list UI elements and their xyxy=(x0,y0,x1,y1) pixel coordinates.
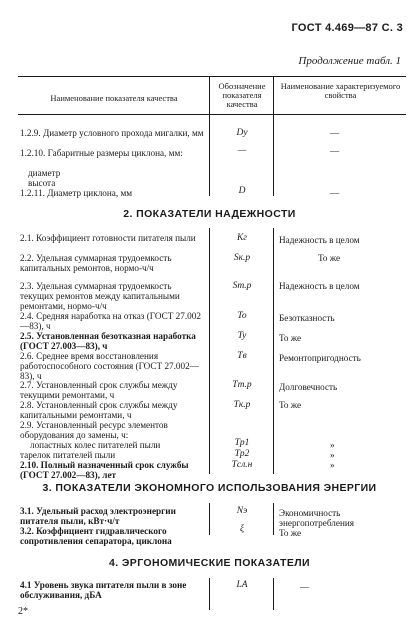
table-continuation-label: Продолжение табл. 1 xyxy=(298,55,401,67)
column-header-symbol: Обозначение показателя качества xyxy=(218,81,266,109)
col-divider-1 xyxy=(209,503,210,535)
head-divider-1 xyxy=(209,76,210,114)
indicator-name-text: 3.2. Коэффициент гидравлического сопротивления сепаратора, циклона xyxy=(20,526,172,547)
indicator-symbol: — xyxy=(237,146,247,156)
indicator-name xyxy=(20,580,204,600)
indicator-property: Безотказность xyxy=(279,313,335,323)
indicator-symbol: Sт.р xyxy=(232,281,252,291)
indicator-name xyxy=(20,460,204,480)
col-divider-2 xyxy=(273,228,274,444)
indicator-symbol: Tк.р xyxy=(233,400,251,410)
indicator-symbol: Ty xyxy=(237,331,247,341)
indicator-name: 2.2. Удельная суммарная трудоемкость капитальных ремонтов, нормо-ч/ч xyxy=(20,253,172,274)
col-divider-1 xyxy=(209,578,210,610)
table-head-rule xyxy=(18,114,406,115)
col-divider-2 xyxy=(273,444,274,474)
indicator-property: Надежность в целом xyxy=(279,281,360,291)
indicator-name: лопастных колес питателей пыли xyxy=(30,440,161,450)
indicator-name: 2.6. Среднее время восстановления работоспособного состояния (ГОСТ 27.002—83), ч xyxy=(20,351,199,382)
indicator-property: То же xyxy=(279,333,302,343)
indicator-name: высота xyxy=(28,178,56,188)
indicator-name: 2.1. Коэффициент готовности питателя пыли xyxy=(20,233,196,243)
indicator-symbol: Kг xyxy=(236,233,248,243)
indicator-symbol: Nэ xyxy=(236,506,248,516)
indicator-name: 1.2.11. Диаметр циклона, мм xyxy=(20,188,133,198)
col-divider-1 xyxy=(209,228,210,444)
indicator-property: Долговечность xyxy=(279,382,338,392)
column-header-property: Наименование характеризуемого свойства xyxy=(280,81,401,100)
indicator-name: 1.2.9. Диаметр условного прохода мигалки, мм xyxy=(20,128,204,138)
section-title-reliability: 2. ПОКАЗАТЕЛИ НАДЕЖНОСТИ xyxy=(123,208,296,220)
table-top-rule xyxy=(18,76,406,77)
indicator-name: 2.3. Удельная суммарная трудоемкость текущих ремонтов между капитальными ремонтами, нормо-ч/ч xyxy=(20,281,180,312)
section-title-energy: 3. ПОКАЗАТЕЛИ ЭКОНОМНОГО ИСПОЛЬЗОВАНИЯ ЭНЕРГИИ xyxy=(42,482,377,494)
indicator-name-text: 4.1 Уровень звука питателя пыли в зоне обслуживания, дБА xyxy=(20,580,187,601)
indicator-name: 2.8. Установленный срок службы между капитальными ремонтами, ч xyxy=(20,400,178,421)
indicator-name xyxy=(20,506,204,526)
indicator-symbol: Dу xyxy=(236,128,248,138)
indicator-name-text: 2.5. Установленная безотказная наработка (ГОСТ 27.003—83), ч xyxy=(20,331,196,352)
indicator-name xyxy=(20,331,204,351)
document-reference: ГОСТ 4.469—87 С. 3 xyxy=(291,22,403,34)
indicator-property: — xyxy=(330,146,340,156)
indicator-name: диаметр xyxy=(28,168,61,178)
indicator-property: То же xyxy=(318,253,341,263)
col-divider-2 xyxy=(273,114,274,196)
indicator-name-text: 3.1. Удельный расход электроэнергии питателя пыли, кВт·ч/т xyxy=(20,506,176,527)
indicator-name: 2.7. Установленный срок службы между текущими ремонтами, ч xyxy=(20,380,178,401)
indicator-name: тарелок питателей пыли xyxy=(20,450,116,460)
indicator-property: » xyxy=(330,450,335,460)
col-divider-1 xyxy=(209,444,210,474)
indicator-property: — xyxy=(330,188,340,198)
indicator-name xyxy=(20,526,204,546)
indicator-name: 2.4. Средняя наработка на отказ (ГОСТ 27.002—83), ч xyxy=(20,311,201,332)
indicator-symbol: Tр2 xyxy=(234,449,250,459)
column-header-indicator: Наименование показателя качества xyxy=(50,93,178,103)
indicator-symbol: Tв xyxy=(237,351,247,361)
indicator-symbol: LA xyxy=(236,580,248,590)
indicator-name-text: 2.10. Полный назначенный срок службы (ГОСТ 27.002—83), лет xyxy=(20,460,189,481)
indicator-property: » xyxy=(330,460,335,470)
indicator-property: — xyxy=(330,128,340,138)
col-divider-2 xyxy=(273,578,274,610)
indicator-symbol: ξ xyxy=(239,524,245,534)
indicator-symbol: Sк.р xyxy=(233,253,251,263)
section-title-ergonomics: 4. ЭРГОНОМИЧЕСКИЕ ПОКАЗАТЕЛИ xyxy=(109,557,310,569)
indicator-property: — xyxy=(300,582,310,592)
indicator-symbol: Tр1 xyxy=(234,438,250,448)
indicator-symbol: Tт.р xyxy=(232,380,252,390)
indicator-property: То же xyxy=(279,400,302,410)
indicator-property: Надежность в целом xyxy=(279,235,360,245)
indicator-property: То же xyxy=(279,528,302,538)
indicator-name: 2.9. Установленный ресурс элементов оборудования до замены, ч: xyxy=(20,420,168,441)
indicator-symbol: D xyxy=(238,186,246,196)
indicator-symbol: Tсл.н xyxy=(231,460,253,470)
page-mark: 2* xyxy=(18,606,28,617)
indicator-symbol: To xyxy=(237,311,247,321)
indicator-property: Ремонтопригодность xyxy=(279,353,361,363)
indicator-property: » xyxy=(330,440,335,450)
col-divider-2 xyxy=(273,503,274,535)
head-divider-2 xyxy=(273,76,274,114)
indicator-name: 1.2.10. Габаритные размеры циклона, мм: xyxy=(20,148,183,158)
indicator-property: Экономичность энергопотребления xyxy=(279,508,355,528)
